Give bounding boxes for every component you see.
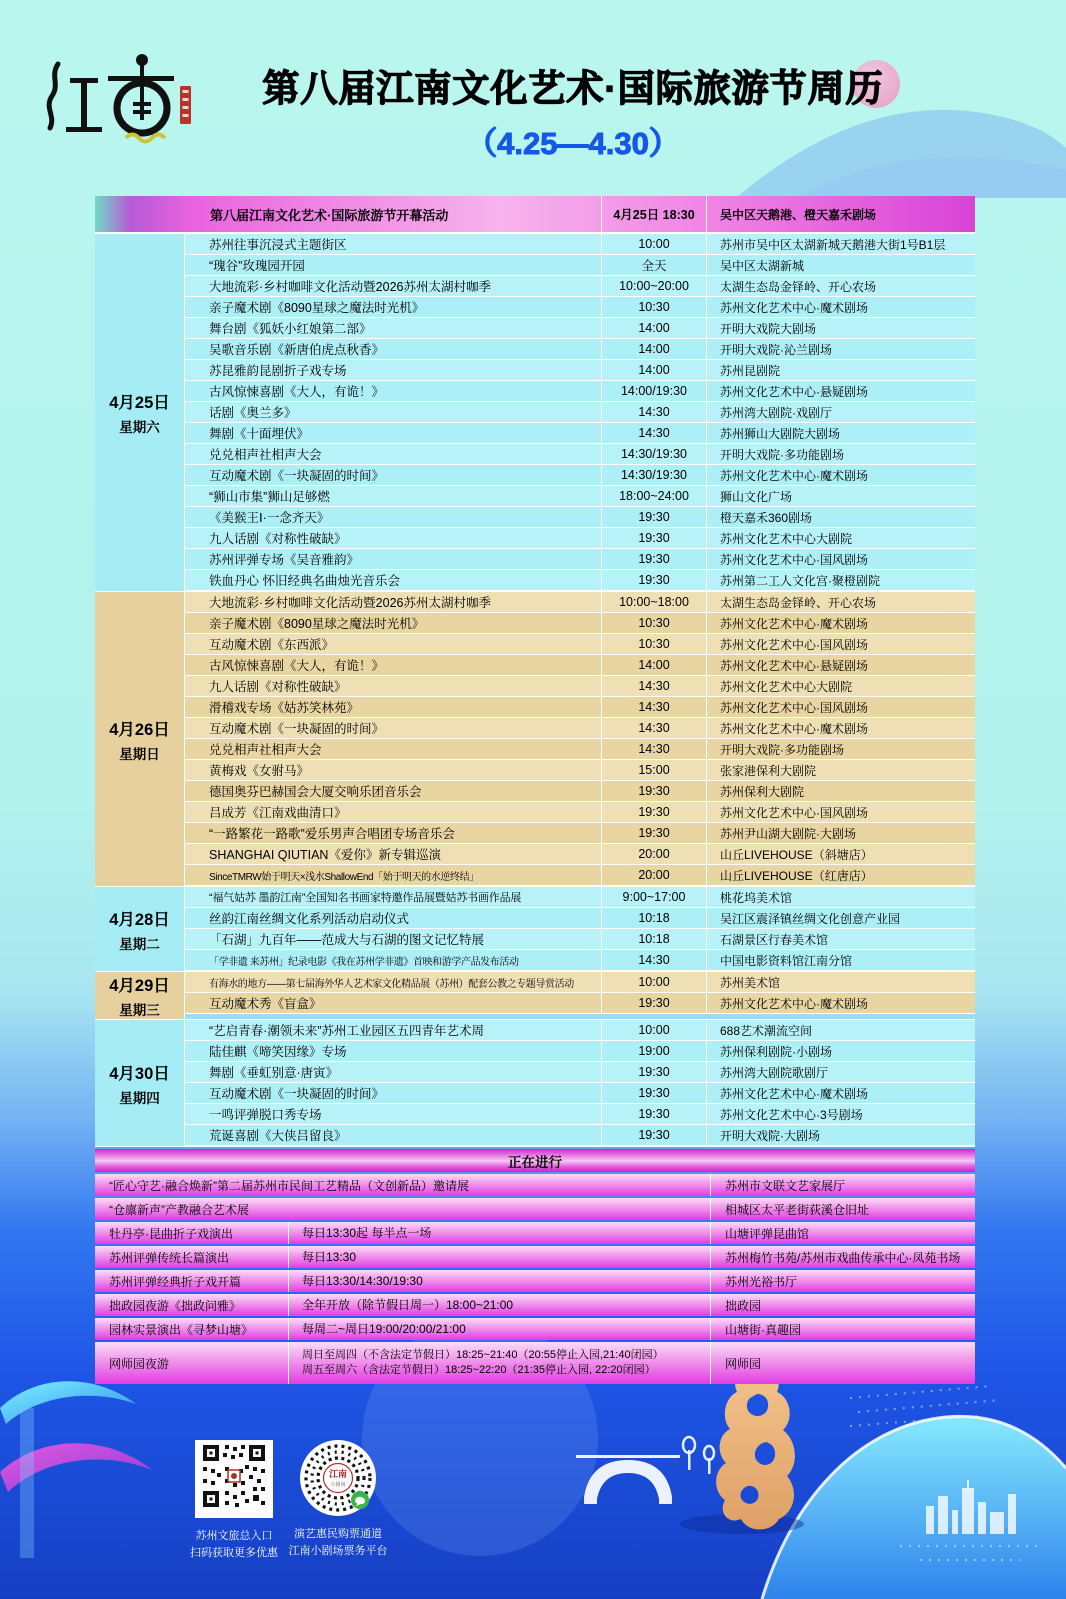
event-venue: 苏州文化艺术中心·魔术剧场: [720, 616, 868, 631]
date-cell: [95, 592, 185, 886]
event-venue: 苏州文化艺术中心·悬疑剧场: [720, 384, 868, 399]
square-qr-icon: [195, 1440, 273, 1518]
event-time: 14:30: [601, 718, 707, 738]
event-name: 九人话剧《对称性破缺》: [209, 532, 347, 546]
event-time: 10:18: [601, 908, 707, 928]
event-venue: 苏州保利大剧院: [720, 784, 805, 799]
event-row: [185, 781, 975, 802]
event-time: 14:30: [601, 697, 707, 717]
date-cell: [95, 1020, 185, 1146]
date-cell: [95, 234, 185, 591]
event-venue: 开明大戏院·沁兰剧场: [720, 342, 832, 357]
event-venue: 苏州狮山大剧院大剧场: [720, 426, 841, 441]
event-row: [185, 507, 975, 528]
event-name: 互动魔术剧《一块凝固的时间》: [209, 469, 385, 483]
event-name: 吴歌音乐剧《新唐伯虎点秋香》: [209, 343, 385, 357]
event-row: [185, 1041, 975, 1062]
event-row: [185, 908, 975, 929]
event-venue: 苏州文化艺术中心·魔术剧场: [720, 1086, 868, 1101]
event-name: 德国奥芬巴赫国会大厦交响乐团音乐会: [209, 785, 422, 799]
event-row: [185, 339, 975, 360]
qr-caption-line: 扫码获取更多优惠: [190, 1547, 278, 1559]
event-name: 陆佳麒《啼笑因缘》专场: [209, 1045, 347, 1059]
event-venue: 开明大戏院·多功能剧场: [720, 742, 844, 757]
day-rows: [185, 592, 975, 886]
event-name: 苏州往事沉浸式主题街区: [209, 238, 347, 252]
qr-caption-line: 演艺惠民购票通道: [294, 1528, 382, 1540]
event-time: 19:30: [601, 781, 707, 801]
event-name: 兑兑相声社相声大会: [209, 448, 322, 462]
event-row: [185, 950, 975, 971]
event-row: [185, 676, 975, 697]
event-name: 互动魔术剧《一块凝固的时间》: [209, 1087, 385, 1101]
event-name: 苏州评弹专场《吴音雅韵》: [209, 553, 360, 567]
event-name: 滑稽戏专场《姑苏笑林苑》: [209, 701, 360, 715]
event-time: 14:30: [601, 402, 707, 422]
event-row: [185, 592, 975, 613]
event-name: 有海水的地方——第七届海外华人艺术家文化精品展（苏州）配套公教之专题导赏活动: [209, 978, 574, 990]
event-name: 舞台剧《狐妖小红娘第二部》: [209, 322, 372, 336]
event-venue: 苏州第二工人文化宫·聚橙剧院: [720, 573, 880, 588]
event-name: 苏州评弹传统长篇演出: [109, 1250, 230, 1265]
ongoing-rows: [95, 1174, 975, 1384]
event-name: 互动魔术剧《一块凝固的时间》: [209, 722, 385, 736]
day-rows: [185, 887, 975, 971]
event-venue: 拙政园: [710, 1294, 975, 1316]
event-venue: 苏州文化艺术中心·3号剧场: [720, 1107, 863, 1122]
event-venue: 苏州湾大剧院·戏剧厅: [720, 405, 832, 420]
pagoda-icon: [0, 1381, 152, 1558]
event-venue: 苏州光裕书厅: [710, 1270, 975, 1292]
ongoing-row: [95, 1270, 975, 1292]
ongoing-section-header: 正在进行: [95, 1149, 975, 1172]
day-sections: [95, 234, 975, 1147]
event-time: 10:18: [601, 929, 707, 949]
event-name: 牡丹亭·昆曲折子戏演出: [109, 1226, 233, 1241]
event-name: 话剧《奥兰多》: [209, 406, 297, 420]
event-row: [185, 234, 975, 255]
event-venue: 网师园: [710, 1342, 975, 1384]
event-row: [185, 1083, 975, 1104]
event-time: 14:30: [601, 950, 707, 970]
event-row: [185, 802, 975, 823]
event-venue: 太湖生态岛金铎岭、开心农场: [720, 595, 877, 610]
event-venue: 苏州昆剧院: [720, 363, 781, 378]
event-row: [185, 465, 975, 486]
event-time: 19:30: [601, 570, 707, 590]
event-row: [185, 613, 975, 634]
event-name: “福气姑苏 墨韵江南”全国知名书画家特邀作品展暨姑苏书画作品展: [209, 892, 522, 904]
event-name: 大地流彩·乡村咖啡文化活动暨2026苏州太湖村咖季: [209, 596, 491, 610]
event-name: 第八届江南文化艺术·国际旅游节开幕活动: [210, 207, 449, 223]
event-row: [185, 1062, 975, 1083]
event-venue: 桃花坞美术馆: [720, 890, 793, 905]
event-name: “狮山市集”狮山足够燃: [209, 490, 330, 504]
event-name: 丝韵江南丝绸文化系列活动启动仪式: [209, 912, 410, 926]
event-time: 19:30: [601, 1062, 707, 1082]
event-venue: 山塘评弹昆曲馆: [710, 1222, 975, 1244]
event-venue: 苏州文化艺术中心·魔术剧场: [720, 721, 868, 736]
event-venue: 开明大戏院·大剧场: [720, 1128, 820, 1143]
event-name: 苏昆雅韵昆剧折子戏专场: [209, 364, 347, 378]
event-venue: 张家港保利大剧院: [720, 763, 817, 778]
event-time: 19:30: [601, 549, 707, 569]
date-label: 4月29日: [109, 977, 170, 995]
event-time: 15:00: [601, 760, 707, 780]
event-name: “匠心守艺·融合焕新”第二届苏州市民间工艺精品（文创新品）邀请展: [109, 1178, 469, 1193]
event-time: 19:30: [601, 1104, 707, 1124]
event-row: [185, 549, 975, 570]
ongoing-row: [95, 1198, 975, 1220]
event-name: 园林实景演出《寻梦山塘》: [109, 1322, 254, 1337]
event-row: [185, 634, 975, 655]
event-venue: 苏州文化艺术中心·魔术剧场: [720, 300, 868, 315]
event-time: 10:00~20:00: [601, 276, 707, 296]
event-time: 19:30: [601, 528, 707, 548]
round-qr-icon: [300, 1440, 376, 1516]
event-time: 20:00: [601, 865, 707, 885]
event-name: “瑰谷”玫瑰园开园: [209, 259, 305, 273]
day-rows: [185, 234, 975, 591]
schedule-table: [95, 196, 975, 1384]
event-time: 18:00~24:00: [601, 486, 707, 506]
event-venue: 山丘LIVEHOUSE（红唐店）: [720, 868, 873, 883]
date-label: 4月30日: [109, 1064, 170, 1083]
event-name: 网师园夜游: [109, 1356, 170, 1371]
event-row: [185, 697, 975, 718]
event-venue: 苏州尹山湖大剧院·大剧场: [720, 826, 856, 841]
event-venue: 苏州文化艺术中心·悬疑剧场: [720, 658, 868, 673]
event-time: 19:30: [601, 993, 707, 1013]
day-section: [95, 592, 975, 887]
event-name: SinceTMRW始于明天×浅水ShallowEnd「始于明天的水逆终结」: [209, 871, 479, 883]
page-title: 第八届江南文化艺术·国际旅游节周历: [262, 68, 884, 109]
event-venue: 太湖生态岛金铎岭、开心农场: [720, 279, 877, 294]
event-row: [185, 318, 975, 339]
event-venue: 苏州文化艺术中心·国风剧场: [720, 552, 868, 567]
date-label: 4月28日: [109, 910, 170, 929]
event-row: [185, 929, 975, 950]
event-name: 亲子魔术剧《8090星球之魔法时光机》: [209, 301, 425, 315]
event-venue: 苏州文化艺术中心·国风剧场: [720, 700, 868, 715]
wave-hill-icon: [762, 1416, 1066, 1599]
qr-code-ticketing: [278, 1440, 398, 1560]
event-time: 19:30: [601, 823, 707, 843]
ongoing-row: [95, 1174, 975, 1196]
event-row: [185, 1020, 975, 1041]
weekday-label: 星期四: [119, 1090, 160, 1106]
event-row: [185, 993, 975, 1014]
event-row: [185, 739, 975, 760]
event-time: 10:00: [601, 1020, 707, 1040]
day-rows: [185, 1020, 975, 1146]
ongoing-row: [95, 1342, 975, 1384]
event-row: [185, 655, 975, 676]
event-name: 吕成芳《江南戏曲清口》: [209, 806, 347, 820]
event-row: [185, 297, 975, 318]
event-time: 9:00~17:00: [601, 887, 707, 907]
event-venue: 中国电影资料馆江南分馆: [720, 953, 853, 968]
event-row: [185, 887, 975, 908]
event-venue: 苏州文化艺术中心大剧院: [720, 679, 853, 694]
event-name: 《美猴王Ⅰ·一念齐天》: [209, 511, 330, 525]
event-time: 10:00: [601, 972, 707, 992]
event-time: 19:00: [601, 1041, 707, 1061]
event-name: 互动魔术秀《盲盒》: [209, 997, 322, 1011]
qr-caption-line: 苏州文旅总入口: [195, 1530, 273, 1542]
ongoing-row: [95, 1294, 975, 1316]
event-venue: 苏州文化艺术中心·魔术剧场: [720, 468, 868, 483]
event-row: [185, 444, 975, 465]
event-venue: 山丘LIVEHOUSE（斜塘店）: [720, 847, 873, 862]
event-venue: 山塘街·真趣园: [710, 1318, 975, 1340]
event-venue: 苏州文化艺术中心大剧院: [720, 531, 853, 546]
event-schedule: 每日13:30/14:30/19:30: [288, 1270, 710, 1292]
weekday-label: 星期三: [119, 1003, 160, 1018]
event-time: 19:30: [601, 1083, 707, 1103]
event-venue: 苏州市吴中区太湖新城天鹅港大街1号B1层: [720, 237, 946, 252]
svg-text:小剧场: 小剧场: [330, 1482, 346, 1488]
day-section: [95, 887, 975, 972]
event-name: 荒诞喜剧《大侠吕留良》: [209, 1129, 347, 1143]
event-name: 舞剧《垂虹别意·唐寅》: [209, 1066, 339, 1080]
event-venue: 吴中区天鹅港、橙天嘉禾剧场: [720, 207, 877, 222]
day-section: [95, 1020, 975, 1147]
event-venue: 吴中区太湖新城: [720, 258, 805, 273]
date-range-subtitle: （4.25—4.30）: [466, 126, 680, 161]
event-time: 10:30: [601, 297, 707, 317]
date-cell: [95, 887, 185, 971]
qr-caption-line: 江南小剧场票务平台: [288, 1545, 388, 1557]
event-time: 14:00: [601, 360, 707, 380]
event-time: 19:30: [601, 1125, 707, 1145]
event-venue: 橙天嘉禾360剧场: [720, 510, 813, 525]
event-venue: 苏州文化艺术中心·魔术剧场: [720, 996, 868, 1011]
event-time: 14:00: [601, 339, 707, 359]
day-section: [95, 972, 975, 1020]
event-time: 10:30: [601, 613, 707, 633]
taihu-stone-icon: [680, 1364, 804, 1534]
event-row: [185, 718, 975, 739]
event-name: 九人话剧《对称性破缺》: [209, 680, 347, 694]
event-venue: 开明大戏院·多功能剧场: [720, 447, 844, 462]
event-row: [185, 381, 975, 402]
event-venue: 开明大戏院大剧场: [720, 321, 817, 336]
event-schedule: 全年开放（除节假日周一）18:00~21:00: [288, 1294, 710, 1316]
svg-text:江南: 江南: [328, 1469, 348, 1479]
event-time: 19:30: [601, 802, 707, 822]
event-time: 14:30: [601, 739, 707, 759]
event-name: 古风惊悚喜剧《大人，有诡！》: [209, 659, 385, 673]
weekday-label: 星期六: [119, 420, 160, 435]
event-time: 10:00: [601, 234, 707, 254]
event-venue: 苏州文化艺术中心·国风剧场: [720, 637, 868, 652]
event-schedule: 每日13:30起 每半点一场: [288, 1222, 710, 1244]
event-time: 19:30: [601, 507, 707, 527]
event-name: 亲子魔术剧《8090星球之魔法时光机》: [209, 617, 425, 631]
event-name: “一路繁花一路歌”爱乐男声合唱团专场音乐会: [209, 827, 455, 841]
event-time: 14:30/19:30: [601, 465, 707, 485]
event-name: 「石湖」九百年——范成大与石湖的图文记忆特展: [209, 933, 485, 947]
event-venue: 苏州保利剧院·小剧场: [720, 1044, 832, 1059]
event-row: [185, 844, 975, 865]
event-row: [185, 255, 975, 276]
date-cell: [95, 972, 185, 1019]
event-name: 大地流彩·乡村咖啡文化活动暨2026苏州太湖村咖季: [209, 280, 491, 294]
event-time: 20:00: [601, 844, 707, 864]
event-row: [185, 423, 975, 444]
event-venue: 苏州市文联文艺家展厅: [710, 1174, 975, 1196]
event-row: [185, 402, 975, 423]
event-venue: 苏州美术馆: [720, 975, 781, 990]
event-row: [185, 528, 975, 549]
event-venue: 狮山文化广场: [720, 489, 793, 504]
event-name: 兑兑相声社相声大会: [209, 743, 322, 757]
event-row: [185, 823, 975, 844]
event-name: 铁血丹心 怀旧经典名曲烛光音乐会: [209, 574, 400, 588]
event-time: 14:30/19:30: [601, 444, 707, 464]
ongoing-row: [95, 1246, 975, 1268]
event-name: 「学非遗 来苏州」纪录电影《我在苏州学非遗》首映和游学产品发布活动: [209, 956, 519, 968]
event-schedule: 周日至周四（不含法定节假日）18:25~21:40（20:55停止入园,21:40闭园） 周五至周六（含法定节假日）18:25~22:20（21:35停止入园, 22:20闭园）: [288, 1342, 710, 1384]
event-time: 14:30: [601, 423, 707, 443]
event-venue: 相城区太平老街荻溪仓旧址: [710, 1198, 975, 1220]
event-venue: 苏州湾大剧院歌剧厅: [720, 1065, 829, 1080]
event-schedule: 每周二~周日19:00/20:00/21:00: [288, 1318, 710, 1340]
logo-water-radical: [49, 64, 58, 128]
event-name: “艺启青春·潮领未来”苏州工业园区五四青年艺术周: [209, 1024, 484, 1038]
event-row: [185, 570, 975, 591]
event-venue: 苏州梅竹书苑/苏州市戏曲传承中心·凤苑书场: [710, 1246, 975, 1268]
event-name: 苏州评弹经典折子戏开篇: [109, 1274, 242, 1289]
opening-event-row: [95, 196, 975, 234]
event-row: [185, 1104, 975, 1125]
weekday-label: 星期日: [119, 746, 160, 762]
ongoing-row: [95, 1222, 975, 1244]
event-row: [185, 360, 975, 381]
event-time: 14:00: [601, 655, 707, 675]
event-name: 互动魔术剧《东西派》: [209, 638, 335, 652]
event-name: “仓廪新声”产教融合艺术展: [109, 1202, 249, 1217]
event-row: [185, 865, 975, 886]
event-venue: 苏州文化艺术中心·国风剧场: [720, 805, 868, 820]
event-name: 一鸣评弹脱口秀专场: [209, 1108, 322, 1122]
weekday-label: 星期二: [119, 936, 160, 952]
event-name: 黄梅戏《女驸马》: [209, 764, 310, 778]
event-venue: 石湖景区行春美术馆: [720, 932, 829, 947]
event-schedule: 每日13:30: [288, 1246, 710, 1268]
ongoing-row: [95, 1318, 975, 1340]
event-row: [185, 760, 975, 781]
event-row: [185, 486, 975, 507]
event-row: [185, 972, 975, 993]
event-time: 10:00~18:00: [601, 592, 707, 612]
event-time: 14:00: [601, 318, 707, 338]
event-row: [185, 1125, 975, 1146]
event-venue: 吴江区震泽镇丝绸文化创意产业园: [720, 911, 901, 926]
event-name: 古风惊悚喜剧《大人，有诡！》: [209, 385, 385, 399]
event-time: 14:30: [601, 676, 707, 696]
event-row: [185, 276, 975, 297]
event-time: 10:30: [601, 634, 707, 654]
event-time: 14:00/19:30: [601, 381, 707, 401]
event-time: 4月25日 18:30: [601, 196, 707, 232]
event-name: 舞剧《十面埋伏》: [209, 427, 310, 441]
date-label: 4月26日: [109, 720, 170, 739]
day-rows: [185, 972, 975, 1019]
event-name: 拙政园夜游《拙政问雅》: [109, 1298, 242, 1313]
event-name: SHANGHAI QIUTIAN《爱你》新专辑巡演: [209, 848, 441, 862]
tree-icons: [683, 1437, 714, 1474]
date-label: 4月25日: [109, 394, 170, 412]
event-time: 全天: [601, 255, 707, 275]
day-section: [95, 234, 975, 592]
event-venue: 688艺术潮流空间: [720, 1023, 813, 1038]
